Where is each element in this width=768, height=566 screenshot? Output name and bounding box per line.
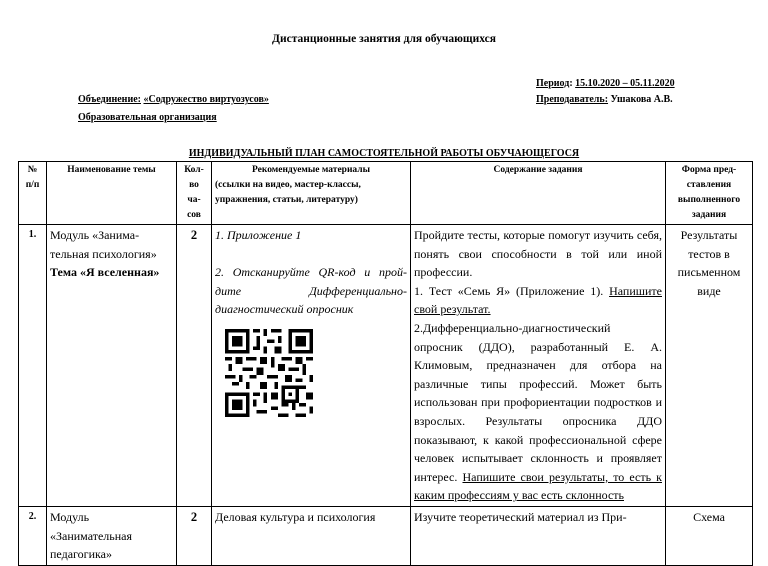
teacher — [536, 94, 673, 105]
row-form: Результаты тестов в письменном виде — [666, 225, 753, 507]
row-hours: 2 — [177, 506, 212, 565]
period-label: Период — [536, 78, 570, 89]
col-header-hours: Кол- во ча- сов — [177, 162, 212, 225]
period: Период: 15.10.2020 – 05.11.2020 — [536, 78, 675, 89]
col-header-form: Форма пред- ставления выполненного задания — [666, 162, 753, 225]
association-label: Объединение: — [78, 94, 141, 105]
period-value: 15.10.2020 – 05.11.2020 — [575, 78, 675, 89]
content-test2-task: Напишите свои результаты, то есть к каким профессиям у вас есть склонность — [414, 469, 662, 503]
col-header-num: № п/п — [19, 162, 47, 225]
row-form: Схема — [666, 506, 753, 565]
association — [78, 94, 269, 105]
topic-theme: Тема «Я вселенная» — [50, 265, 160, 280]
table-row — [19, 225, 753, 507]
row-materials: Деловая культура и психология — [212, 506, 411, 565]
row-content — [411, 225, 666, 507]
content-test2: 2.Дифференциально-диагностический опросник (ДДО), разработанный Е. А. Климовым, предназначен для отбора на различные типы профессий. Может быть использован при профориентации подростков и взрослых. Результаты опросника ДДО показывают, к какой профессиональной сфере человек испытывает склонность и проявляет интерес. — [414, 320, 662, 484]
content-intro: Пройдите тесты, которые помогут изучить себя, понять свои способности в той или иной профессии. — [414, 228, 662, 280]
plan-table — [18, 161, 753, 566]
table-header-row — [19, 162, 753, 225]
row-topic: Модуль «Занимательная педагогика» — [47, 506, 177, 565]
col-header-materials: Рекомендуемые материалы (ссылки на видео, мастер-классы, упражнения, статьи, литературу) — [212, 162, 411, 225]
row-num: 1. — [19, 225, 47, 507]
association-value: «Содружество виртуозусов» — [143, 94, 269, 105]
row-num: 2. — [19, 506, 47, 565]
teacher-label: Преподаватель: — [536, 94, 609, 105]
document-title: Дистанционные занятия для обучающихся — [272, 33, 496, 45]
row-topic: Модуль «Занима- тельная психология» Тема «Я вселенная» — [47, 225, 177, 507]
col-header-content: Содержание задания — [411, 162, 666, 225]
col-header-topic: Наименование темы — [47, 162, 177, 225]
material-item-1: 1. Приложение 1 — [215, 228, 302, 242]
organization-label: Образовательная организация — [78, 112, 217, 123]
teacher-value: Ушакова А.В. — [610, 94, 673, 105]
row-content: Изучите теоретический материал из При- — [411, 506, 666, 565]
table-row — [19, 506, 753, 565]
qr-code-icon[interactable] — [225, 329, 313, 417]
row-hours: 2 — [177, 225, 212, 507]
content-test1-task: Напишите свой результат. — [414, 283, 662, 317]
content-test1: 1. Тест «Семь Я» (Приложение 1). — [414, 283, 604, 298]
row-materials: 1. Приложение 1 2. Отсканируйте QR-код и прой- дите Дифференциально- диагностический опросник — [212, 225, 411, 507]
plan-title: ИНДИВИДУАЛЬНЫЙ ПЛАН САМОСТОЯТЕЛЬНОЙ РАБОТЫ ОБУЧАЮЩЕГОСЯ — [188, 148, 580, 159]
